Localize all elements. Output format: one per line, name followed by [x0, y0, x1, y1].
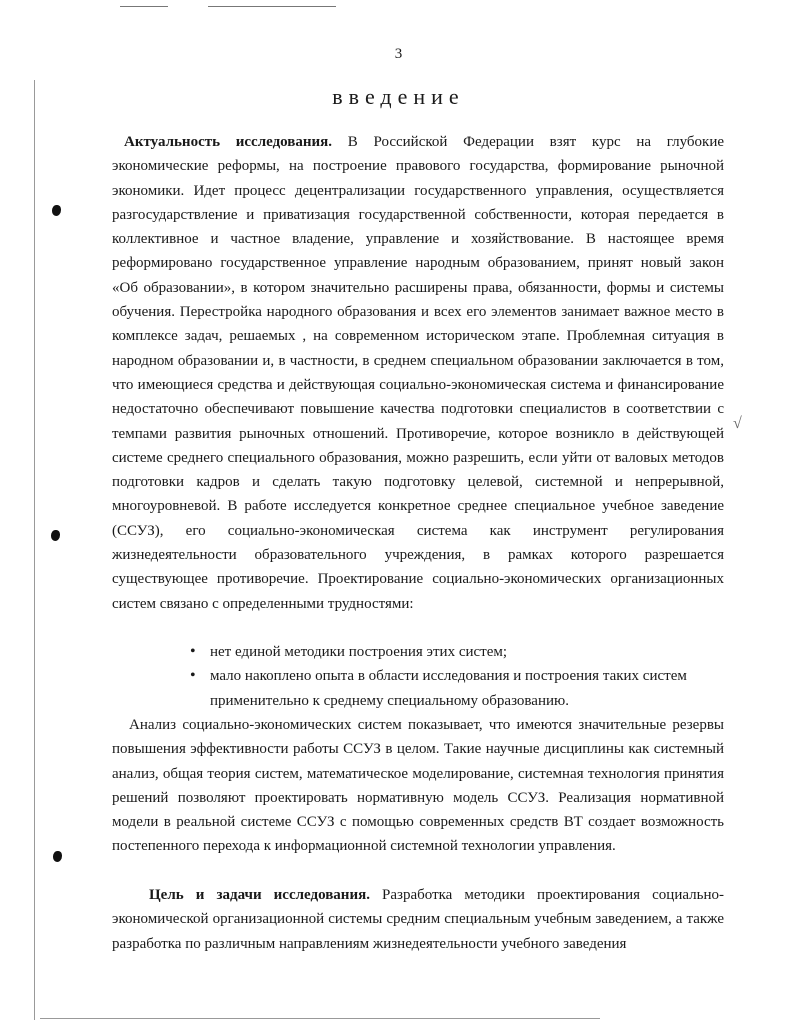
punch-hole-mark: [53, 851, 62, 862]
page-title: введение: [332, 84, 465, 109]
relevance-body: В Российской Федерации взят курс на глубокие экономические реформы, на построение правового государства, формирование рыночной экономики. Идет процесс децентрализации государственного управления, осуществляется разгосударствление и приватизация государственной собственности, которая передается в коллективное и частное владение, управление и хозяйствование. В настоящее время реформировано государственное управление народным образованием, принят новый закон «Об образовании», в котором значительно расширены права, обязанности, формы и системы обучения. Перестройка народного образования и всех его элементов занимает важное место в комплексе задач, решаемых , на современном историческом этапе. Проблемная ситуация в народном образовании и, в частности, в среднем специальном образовании заключается в том, что имеющиеся средства и действующая социально-экономическая система и финансирование недостаточно обеспечивают повышение качества подготовки специалистов в соответствии с темпами развития рыночных отношений. Противоречие, которое возникло в действующей системе среднего специального образования, можно разрешить, если уйти от валовых методов подготовки кадров и сделать такую подготовку целевой, системной и непрерывной, многоуровневой. В работе исследуется конкретное среднее специальное учебное заведение (ССУЗ), его социально-экономическая система как инструмент регулирования жизнедеятельности образовательного учреждения, в рамках которого разрешается существующее противоречие. Проектирование социально-экономических организационных систем связано с определенными трудностями:: [112, 134, 724, 612]
scan-top-rule-left: [120, 6, 168, 7]
handwritten-check-mark: √: [733, 415, 742, 432]
paragraph-goals: [112, 883, 724, 956]
scan-bottom-line: [40, 1018, 600, 1019]
punch-hole-mark: [51, 530, 60, 541]
difficulties-list: [188, 640, 728, 713]
paragraph-analysis: Анализ социально-экономических систем показывает, что имеются значительные резервы повышения эффективности работы ССУЗ в целом. Такие научные дисциплины как системный анализ, общая теория систем, математическое моделирование, системная технология принятия решений позволяют проектировать нормативную модель ССУЗ. Реализация нормативной модели в реальной системе ССУЗ с помощью современных средств ВТ создает возможность постепенного перехода к информационной системной технологии управления.: [112, 717, 724, 855]
list-item: • мало накоплено опыта в области исследования и построения таких систем применительно к среднему специальному образованию.: [188, 664, 728, 713]
goals-heading: Цель и задачи исследования.: [149, 887, 370, 903]
page-number: 3: [394, 46, 403, 62]
punch-hole-mark: [52, 205, 61, 216]
scan-top-rule-right: [208, 6, 336, 7]
goals-body: Разработка методики проектирования социально-экономической организационной системы средним специальным учебным заведением, а также разработка по различным направлениям жизнедеятельности учебного заведения: [112, 887, 725, 952]
paragraph-relevance: [112, 130, 724, 616]
scan-left-margin-line: [34, 80, 35, 1020]
list-item: • нет единой методики построения этих систем;: [188, 640, 728, 664]
relevance-heading: Актуальность исследования.: [124, 134, 333, 150]
